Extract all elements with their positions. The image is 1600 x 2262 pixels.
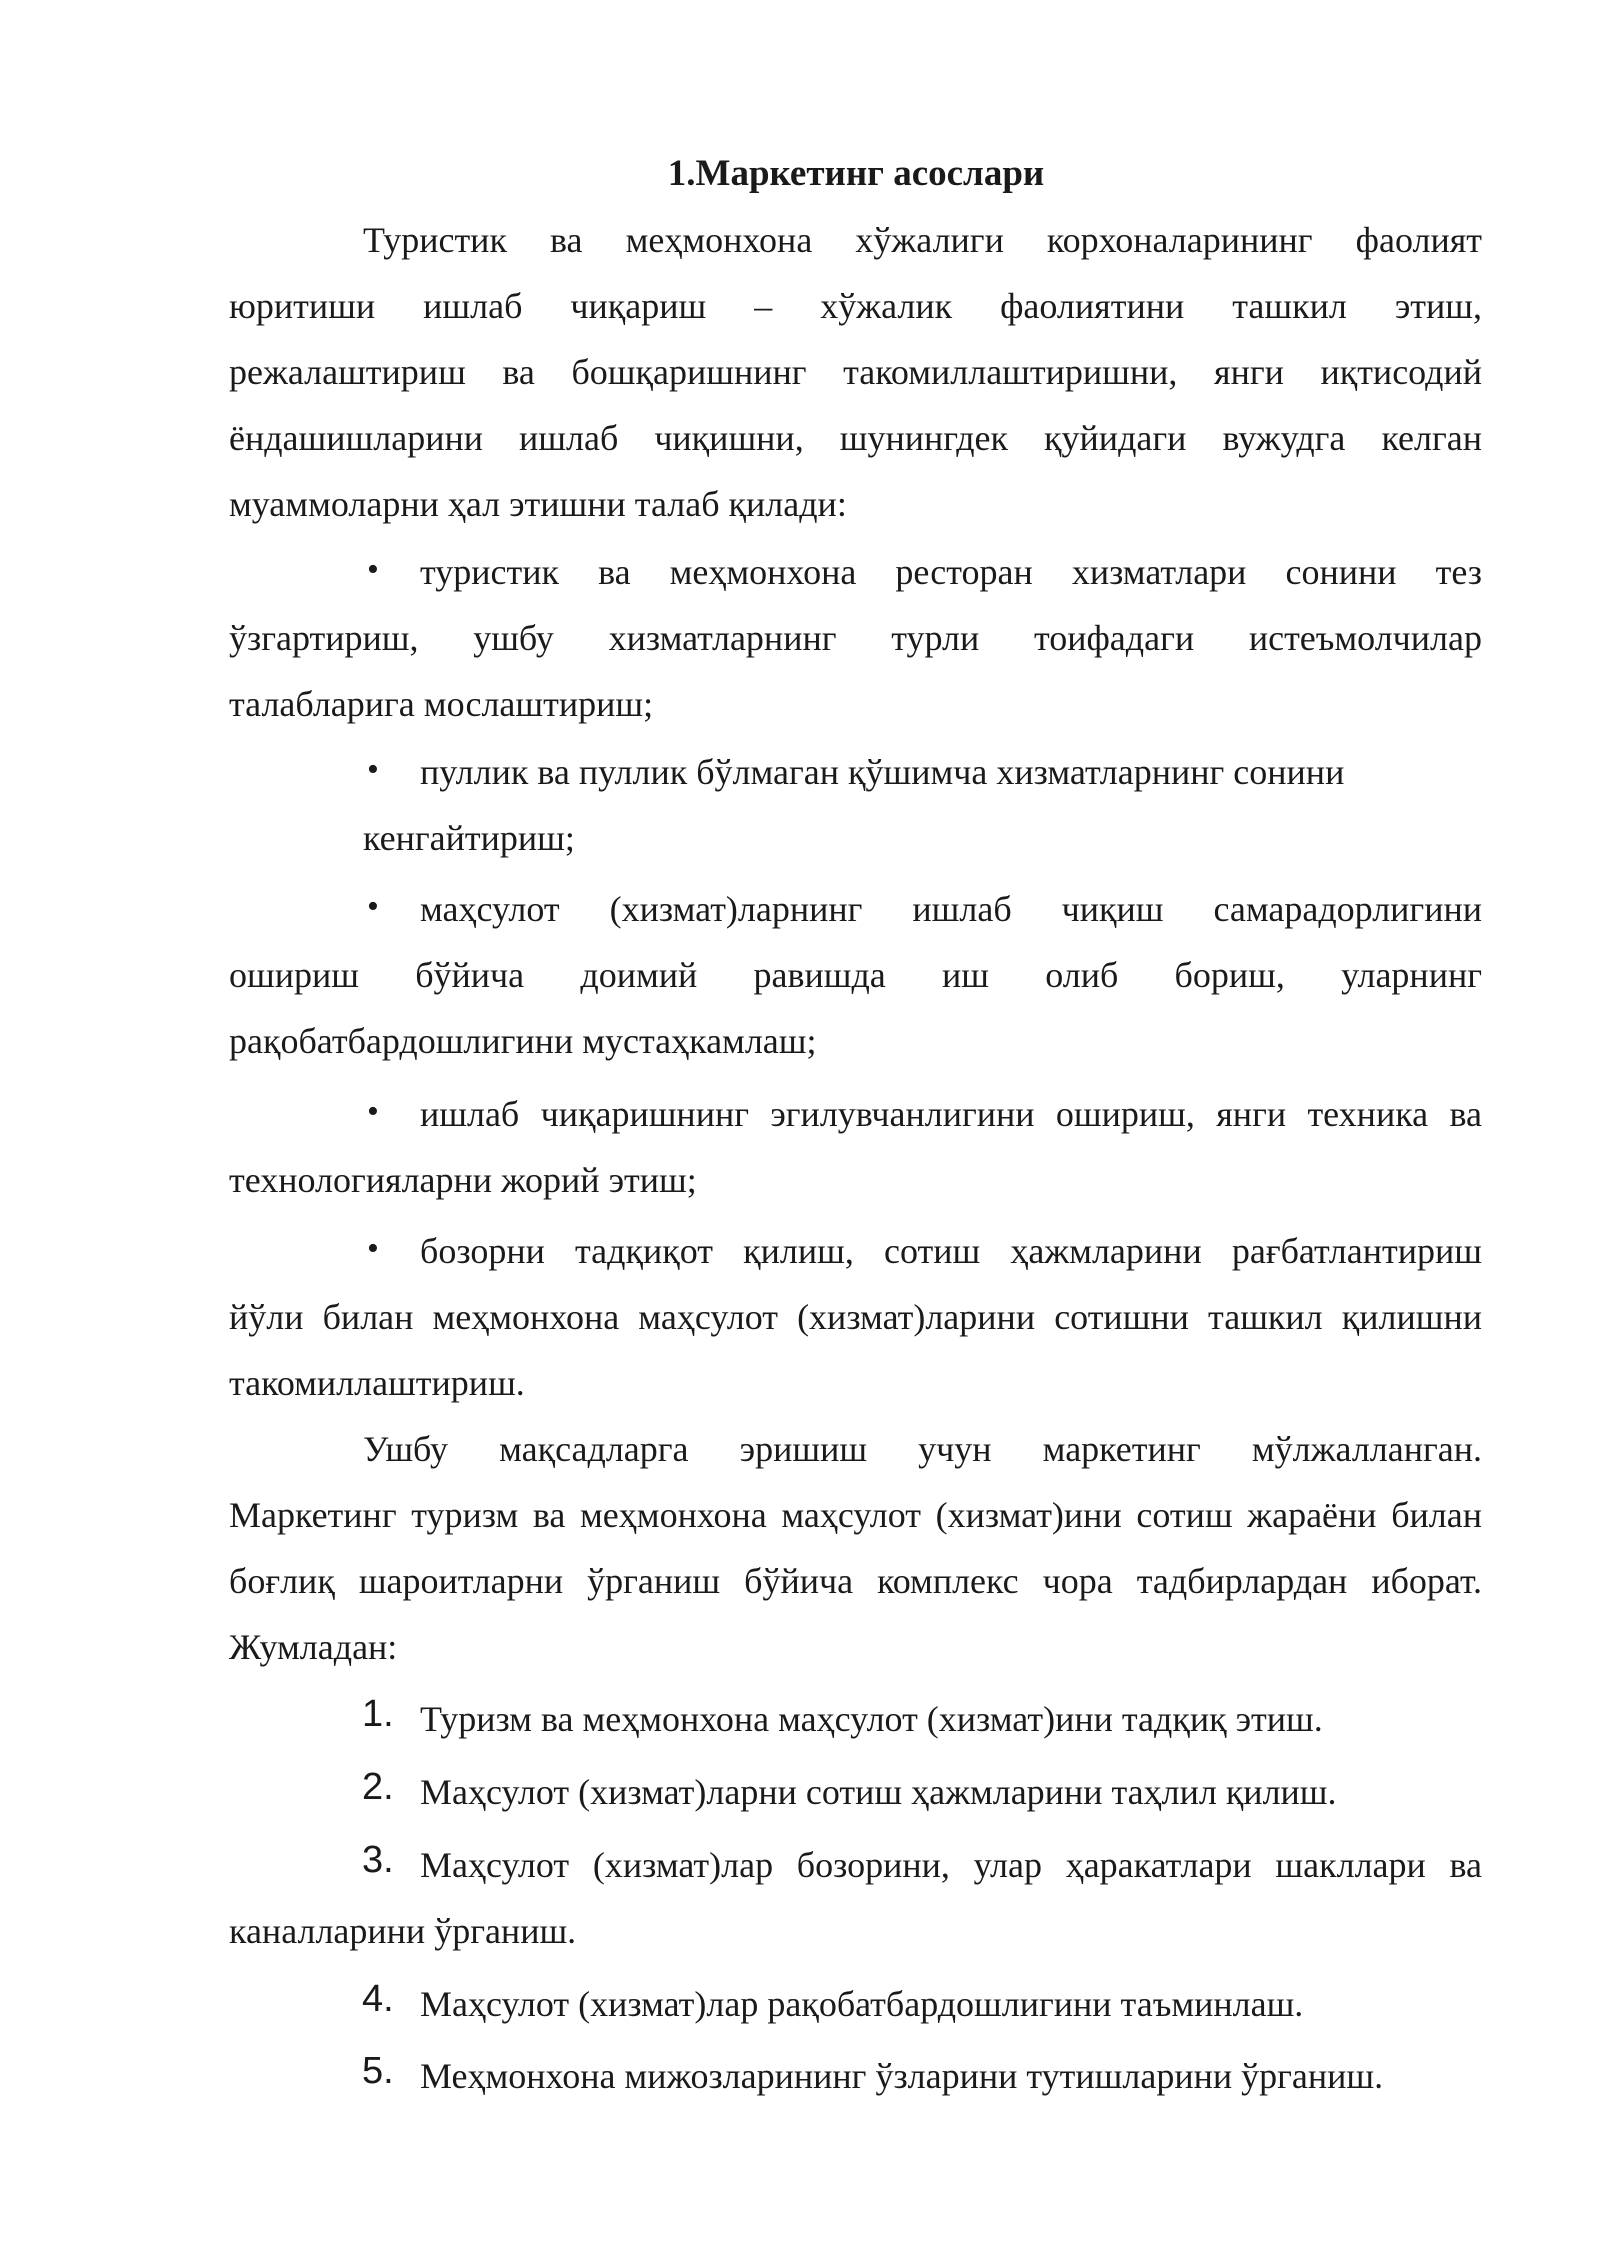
bullet-item-line: ўзгартириш, ушбу хизматларнинг турли тоифадаги истеъмолчилар (229, 618, 1482, 658)
list-number: 5. (362, 2050, 394, 2092)
bullet-item-line: бозорни тадқиқот қилиш, сотиш ҳажмларини рағбатлантириш (420, 1231, 1482, 1271)
bullet-item-line: рақобатбардошлигини мустаҳкамлаш; (229, 1021, 817, 1061)
bullet-item-line: пуллик ва пуллик бўлмаган қўшимча хизматларнинг сонини (420, 752, 1345, 792)
bullet-marker: • (367, 888, 379, 925)
bullet-item-line: технологияларни жорий этиш; (229, 1160, 697, 1200)
page-title: 1.Маркетинг асослари (667, 153, 1045, 194)
bullet-item-line: маҳсулот (хизмат)ларнинг ишлаб чиқиш самарадорлигини (420, 889, 1482, 929)
numbered-item-line: каналларини ўрганиш. (229, 1911, 577, 1951)
bullet-marker: • (367, 1230, 379, 1267)
numbered-item-line: Туризм ва меҳмонхона маҳсулот (хизмат)ини тадқиқ этиш. (420, 1699, 1323, 1739)
numbered-item-line: Маҳсулот (хизмат)ларни сотиш ҳажмларини таҳлил қилиш. (420, 1772, 1337, 1812)
list-number: 3. (362, 1839, 394, 1881)
paragraph-line: боғлиқ шароитларни ўрганиш бўйича комплекс чора тадбирлардан иборат. (229, 1561, 1482, 1601)
intro-line: юритиши ишлаб чиқариш – хўжалик фаолиятини ташкил этиш, (229, 286, 1482, 326)
intro-line: ёндашишларини ишлаб чиқишни, шунингдек қуйидаги вужудга келган (229, 418, 1482, 458)
list-number: 2. (362, 1766, 394, 1808)
bullet-item-line: талабларига мослаштириш; (229, 684, 654, 724)
intro-line: режалаштириш ва бошқаришнинг такомиллаштиришни, янги иқтисодий (229, 352, 1482, 392)
bullet-item-line: ишлаб чиқаришнинг эгилувчанлигини ошириш, янги техника ва (420, 1094, 1482, 1134)
bullet-item-line: кенгайтириш; (363, 818, 575, 858)
bullet-item-line: такомиллаштириш. (229, 1363, 525, 1403)
intro-line: муаммоларни ҳал этишни талаб қилади: (229, 484, 847, 524)
bullet-item-line: туристик ва меҳмонхона ресторан хизматлари сонини тез (420, 552, 1482, 592)
paragraph-line: Маркетинг туризм ва меҳмонхона маҳсулот (хизмат)ини сотиш жараёни билан (229, 1495, 1482, 1535)
intro-line: Туристик ва меҳмонхона хўжалиги корхоналарининг фаолият (363, 220, 1482, 260)
bullet-item-line: йўли билан меҳмонхона маҳсулот (хизмат)ларини сотишни ташкил қилишни (229, 1297, 1482, 1337)
numbered-item-line: Маҳсулот (хизмат)лар рақобатбардошлигини таъминлаш. (420, 1984, 1304, 2024)
bullet-marker: • (367, 551, 379, 588)
numbered-item-line: Меҳмонхона мижозларининг ўзларини тутишларини ўрганиш. (420, 2056, 1384, 2096)
bullet-marker: • (367, 751, 379, 788)
list-number: 4. (362, 1978, 394, 2020)
paragraph-line: Ушбу мақсадларга эришиш учун маркетинг мўлжалланган. (363, 1429, 1482, 1469)
bullet-marker: • (367, 1093, 379, 1130)
paragraph-line: Жумладан: (229, 1627, 398, 1667)
bullet-item-line: ошириш бўйича доимий равишда иш олиб бориш, уларнинг (229, 955, 1482, 995)
numbered-item-line: Маҳсулот (хизмат)лар бозорини, улар ҳаракатлари шакллари ва (420, 1845, 1482, 1885)
list-number: 1. (362, 1693, 394, 1735)
